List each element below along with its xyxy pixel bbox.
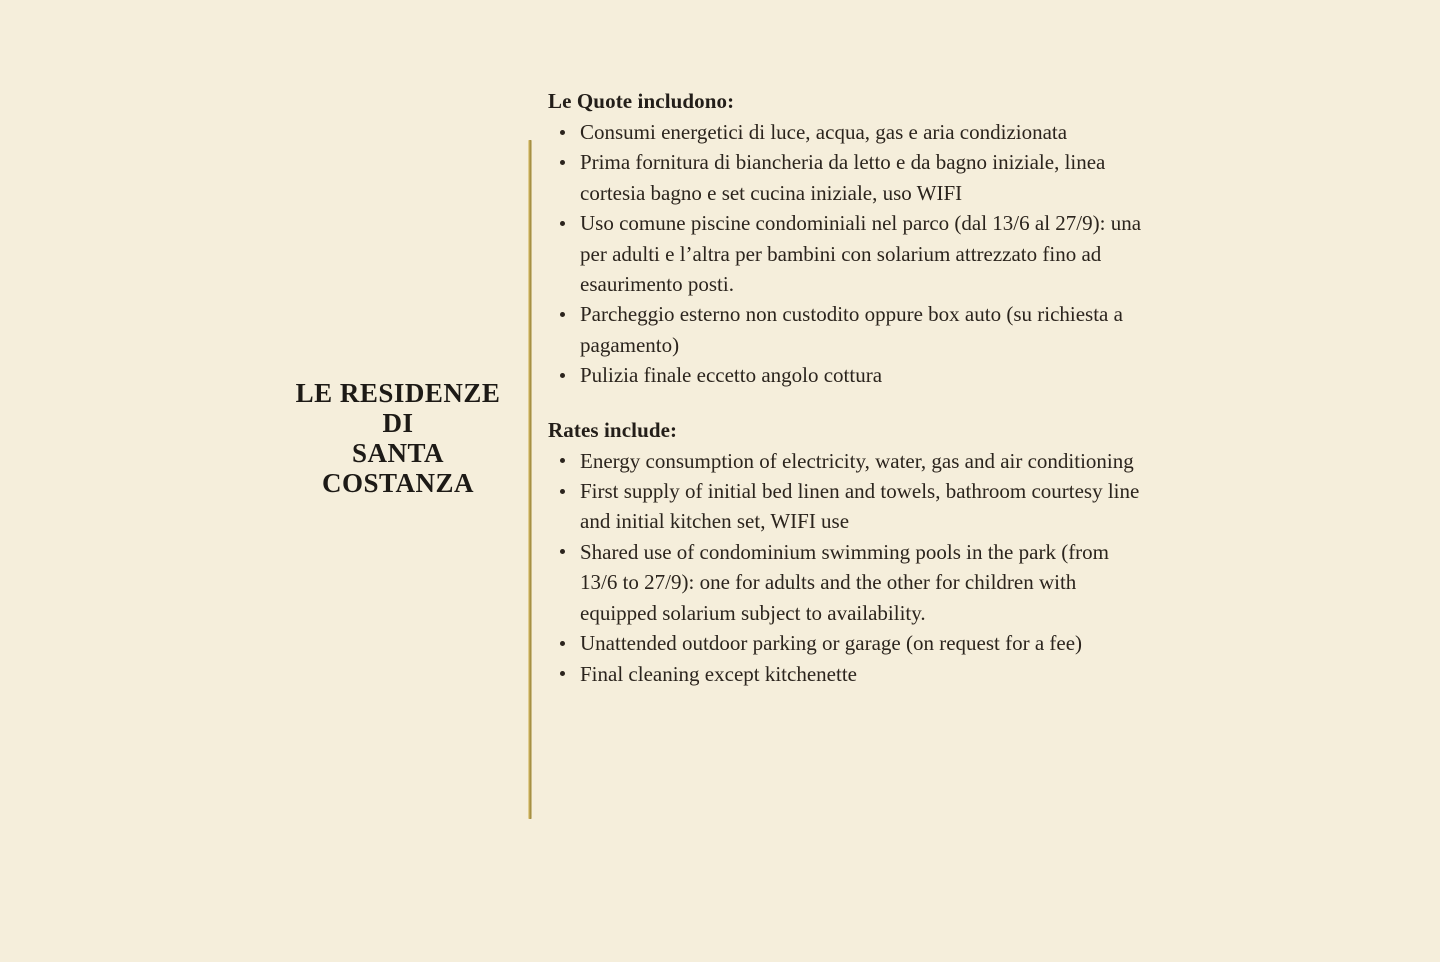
brand-title-line-3: SANTA — [351, 438, 445, 468]
list-item — [548, 117, 1148, 147]
list-item — [548, 208, 1148, 299]
content-column — [548, 88, 1148, 689]
bullet-dot-icon — [560, 130, 565, 135]
bullet-dot-icon — [560, 671, 565, 676]
list-item — [548, 299, 1148, 360]
bullet-dot-icon — [560, 641, 565, 646]
list-item — [548, 628, 1148, 658]
list-item — [548, 360, 1148, 390]
section-heading-italian: Le Quote includono: — [548, 89, 735, 113]
bullet-dot-icon — [560, 373, 565, 378]
list-item-text: Uso comune piscine condominiali nel parco (dal 13/6 al 27/9): una per adulti e l’altra per bambini con solarium attrezzato fino ad esaurimento posti. — [580, 211, 1142, 297]
section-italian — [548, 88, 1148, 391]
list-italian — [548, 117, 1148, 391]
list-item-text: Shared use of condominium swimming pools in the park (from 13/6 to 27/9): one for adults and the other for children with equipped solarium subject to availability. — [580, 539, 1110, 625]
list-english — [548, 446, 1148, 689]
bullet-dot-icon — [560, 312, 565, 317]
list-item-text: Unattended outdoor parking or garage (on request for a fee) — [580, 631, 1083, 656]
list-item — [548, 446, 1148, 476]
bullet-dot-icon — [560, 549, 565, 554]
brand-title-line-1: LE RESIDENZE — [295, 378, 501, 408]
list-item — [548, 537, 1148, 628]
list-item — [548, 476, 1148, 537]
section-heading-english: Rates include: — [548, 417, 678, 442]
section-english — [548, 417, 1148, 689]
list-item — [548, 147, 1148, 208]
list-item-text: Consumi energetici di luce, acqua, gas e aria condizionata — [580, 120, 1068, 144]
list-item — [548, 659, 1148, 689]
list-item-text: Parcheggio esterno non custodito oppure box auto (su richiesta a pagamento) — [580, 302, 1123, 357]
vertical-divider — [528, 140, 532, 819]
bullet-dot-icon — [560, 160, 565, 165]
bullet-dot-icon — [560, 458, 565, 463]
list-item-text: Prima fornitura di biancheria da letto e da bagno iniziale, linea cortesia bagno e set cucina iniziale, uso WIFI — [580, 150, 1106, 205]
brand-title-line-4: COSTANZA — [321, 468, 475, 498]
brand-title — [258, 378, 538, 498]
list-item-text: Pulizia finale eccetto angolo cottura — [580, 363, 883, 388]
list-item-text: Final cleaning except kitchenette — [580, 661, 857, 686]
brand-title-line-2: DI — [382, 408, 414, 438]
bullet-dot-icon — [560, 221, 565, 226]
list-item-text: First supply of initial bed linen and towels, bathroom courtesy line and initial kitchen set, WIFI use — [580, 479, 1140, 534]
bullet-dot-icon — [560, 489, 565, 494]
list-item-text: Energy consumption of electricity, water, gas and air conditioning — [580, 448, 1134, 473]
